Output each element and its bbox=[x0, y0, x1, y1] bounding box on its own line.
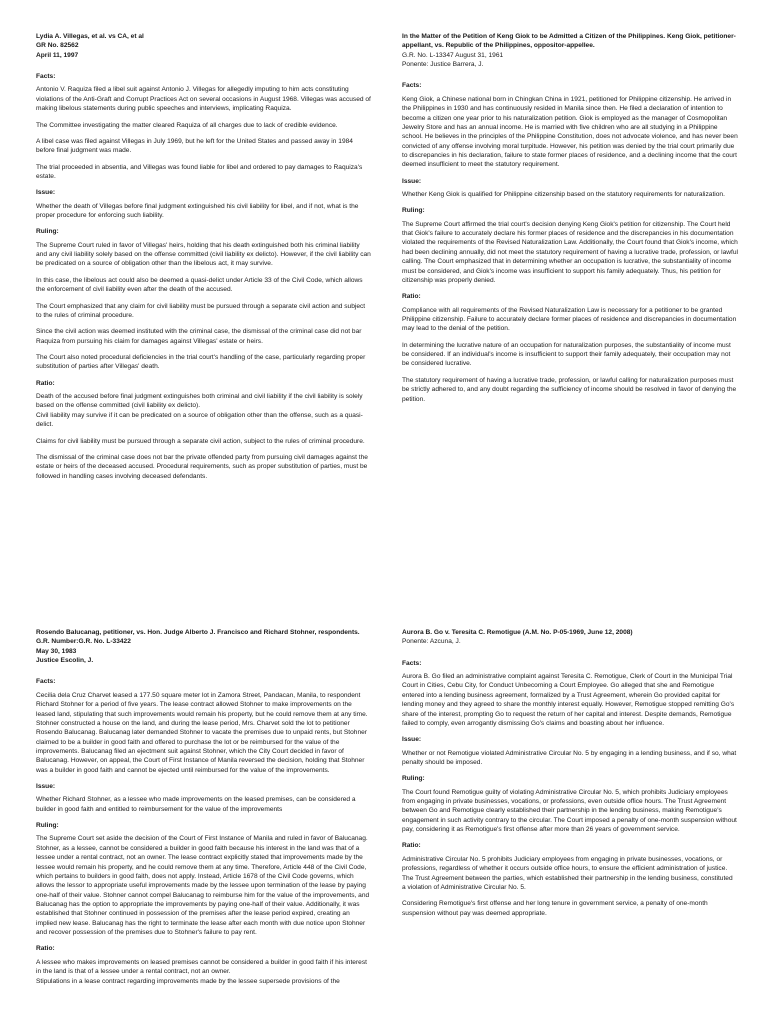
section-heading: Facts: bbox=[402, 82, 422, 90]
case-citation-line: GR No. 82562 bbox=[36, 42, 79, 50]
section-paragraph: The Supreme Court ruled in favor of Villegas' heirs, holding that his death extinguished both his criminal liability and any civil liability solely based on the offense committed (civil liability ex delicto). However, if the civil liability can be predicated on a source of obligation other than the libelous act, it may survive. bbox=[36, 241, 371, 268]
case-header bbox=[36, 32, 372, 60]
section-paragraph: The trial proceeded in absentia, and Villegas was found liable for libel and ordered to pay damages to Raquiza's estate. bbox=[36, 163, 363, 180]
case-citation-line: May 30, 1983 bbox=[36, 647, 77, 655]
section-heading: Issue: bbox=[402, 177, 422, 185]
section-paragraph: In this case, the libelous act could also be deemed a quasi-delict under Article 33 of the Civil Code, which allows the enforcement of civil liability even after the death of the accused. bbox=[36, 276, 363, 294]
section-heading: Ratio: bbox=[36, 945, 55, 953]
section-paragraph: The Court also noted procedural deficiencies in the trial court's handling of the case, particularly regarding proper substitution of parties after Villegas' death. bbox=[36, 353, 366, 371]
case-citation-line: G.R. Number:G.R. No. L-33422 bbox=[36, 638, 131, 646]
case-title: Rosendo Balucanag, petitioner, vs. Hon. Judge Alberto J. Francisco and Richard Stohner, respondents. bbox=[36, 629, 360, 636]
section-heading: Facts: bbox=[36, 678, 56, 686]
case-digest-keng-giok bbox=[402, 32, 738, 592]
section-paragraph: Keng Giok, a Chinese national born in Chingkan China in 1921, petitioned for Philippine citizenship. He arrived in the Philippines in 1930 and has continuously resided in Manila since then. He filed a declaration of intention to become a citizen one year prior to his naturalization petition. Giok is employed as the manager of Cosmopolitan Jewelry Store and has an annual income. He is married with five children who are all studying in a Philippine school. He believes in the principles of the Philippine Constitution, does not advocate violence, and has never been convicted of any offense involving moral turpitude. However, his petition was denied by the trial court primarily due to discrepancies in his declaration, failure to state former places of residence, and a declining income that the court deemed insufficient to meet the statutory requirement. bbox=[402, 95, 738, 169]
section-paragraph: Stipulations in a lease contract regarding improvements made by the lessee supersede provisions of the bbox=[36, 977, 340, 985]
section-heading: Facts: bbox=[36, 73, 56, 81]
case-header bbox=[36, 628, 372, 665]
section-heading: Ruling: bbox=[36, 822, 59, 830]
section-paragraph: Since the civil action was deemed instituted with the criminal case, the dismissal of the criminal case did not bar Raquiza from pursuing his claim for damages against Villegas' estate or heirs. bbox=[36, 328, 362, 345]
section-heading: Ruling: bbox=[36, 228, 59, 236]
section-paragraph: Whether Richard Stohner, as a lessee who made improvements on the leased premises, can be considered a builder in good faith and entitled to reimbursement for the value of the improvements bbox=[36, 796, 356, 813]
section-paragraph: The dismissal of the criminal case does not bar the private offended party from pursuing civil damages against the estate or heirs of the deceased accused. Procedural requirements, such as proper substitution of parties, must be followed in handling cases involving deceased defendants. bbox=[36, 453, 368, 480]
section-paragraph: The Supreme Court set aside the decision of the Court of First Instance of Manila and ruled in favor of Balucanag. Stohner, as a lessee, cannot be considered a builder in good faith because his interest in the land was that of a lessee under a rental contract, not an owner. The lease contract explicitly stated that improvements made by the lessee would remain his property, and he could remove them at any time. Therefore, Article 448 of the Civil Code, which pertains to builders in good faith, does not apply. Instead, Article 1678 of the Civil Code governs, which allows the lessor to appropriate useful improvements made by the lessee upon termination of the lease by paying one-half of their value. Stohner cannot compel Balucanag to reimburse him for the value of the improvements, and Balucanag has the option to appropriate the improvements by paying one-half of their value. Additionally, it was established that Stohner continued in possession of the premises after the lease period expired, creating an implied new lease. Balucanag has the right to terminate the lease after each month with due notice upon Stohner and recover possession of the premises due to Stohner's failure to pay rent. bbox=[36, 835, 370, 937]
section-paragraph: Whether Keng Giok is qualified for Philippine citizenship based on the statutory requirements for naturalization. bbox=[402, 191, 725, 199]
section-paragraph: Compliance with all requirements of the Revised Naturalization Law is necessary for a petitioner to be granted Philippine citizenship. Failure to accurately declare former places of residence and discrepancies in documentation may lead to the denial of the petition. bbox=[402, 306, 737, 333]
section-paragraph: The statutory requirement of having a lucrative trade, profession, or lawful calling for naturalization purposes must be strictly adhered to, and any doubt regarding the sufficiency of income should be resolved in favor of denying the petition. bbox=[402, 376, 737, 403]
case-citation-line: G.R. No. L-13347 August 31, 1961 bbox=[402, 51, 504, 59]
case-citation-line: April 11, 1997 bbox=[36, 51, 79, 59]
section-paragraph: Death of the accused before final judgment extinguishes both criminal and civil liability if the civil liability is solely based on the offense committed (civil liability ex delicto). bbox=[36, 393, 363, 410]
case-title: In the Matter of the Petition of Keng Giok to be Admitted a Citizen of the Philippines. Keng Giok, petitioner-appellant, vs. Republic of the Philippines, oppositor-appellee. bbox=[402, 33, 736, 50]
section-paragraph: Civil liability may survive if it can be predicated on a source of obligation other than the offense, such as a quasi-delict. bbox=[36, 411, 363, 429]
section-paragraph: In determining the lucrative nature of an occupation for naturalization purposes, the substantiality of income must be considered. If an individual's income is insufficient to support their family adequately, their occupation may not be considered lucrative. bbox=[402, 341, 731, 368]
section-heading: Ruling: bbox=[402, 775, 425, 783]
section-paragraph: Claims for civil liability must be pursued through a separate civil action, subject to the rules of criminal procedure. bbox=[36, 437, 365, 445]
section-paragraph: Administrative Circular No. 5 prohibits Judiciary employees from engaging in private businesses, vocations, or professions, regardless of whether it occurs outside office hours, to ensure the efficient administration of justice. bbox=[402, 855, 728, 873]
section-heading: Issue: bbox=[36, 189, 56, 197]
section-heading: Ratio: bbox=[36, 379, 55, 387]
section-heading: Facts: bbox=[402, 659, 422, 667]
case-digest-villegas bbox=[36, 32, 372, 592]
section-heading: Ratio: bbox=[402, 293, 421, 301]
section-heading: Issue: bbox=[36, 783, 56, 791]
section-paragraph: Aurora B. Go filed an administrative complaint against Teresita C. Remotigue, Clerk of Court in the Municipal Trial Court in Cities, Cebu City, for Conduct Unbecoming a Court Employee. Go alleged that she and Remotigue entered into a lending business agreement, formalized by a Trust Agreement, wherein Go provided capital for lending money and they agreed to share the monthly interest equally. However, Remotigue stopped remitting Go's share of the interest, prompting Go to request the return of her capital and interest. Despite demands, Remotigue failed to comply, even arrogantly dismissing Go's claims and boasting about her influence. bbox=[402, 673, 735, 727]
case-citation-line: Justice Escolin, J. bbox=[36, 657, 94, 665]
case-title: Lydia A. Villegas, et al. vs CA, et al bbox=[36, 33, 144, 40]
case-citation-line: Ponente: Azcuna, J. bbox=[402, 638, 461, 646]
case-header bbox=[402, 628, 738, 647]
case-digest-balucanag bbox=[36, 628, 372, 1024]
section-paragraph: The Supreme Court affirmed the trial court's decision denying Keng Giok's petition for citizenship. The Court held that Giok's failure to accurately declare his former places of residence and the discrepancies in his documentation violated the requirements of the Revised Naturalization Law. Additionally, the Court found that Giok's income, which had been declining annually, did not meet the statutory requirement of having a lucrative trade, profession, or lawful calling. The Court emphasized that in determining whether an occupation is lucrative, the substantiality of income must be considered, and Giok's income was insufficient to support his family adequately. Thus, his petition for citizenship was properly denied. bbox=[402, 220, 738, 284]
section-paragraph: Whether or not Remotigue violated Administrative Circular No. 5 by engaging in a lending business, and if so, what penalty should be imposed. bbox=[402, 749, 737, 766]
section-paragraph: Cecilia dela Cruz Charvet leased a 177.50 square meter lot in Zamora Street, Pandacan, Manila, to respondent Richard Stohner for a period of five years. The lease contract allowed Stohner to make improvements on the leased land, stipulating that such improvements would remain his property, but he could remove them at any time. Stohner constructed a house on the land, and during the lease period, Mrs. Charvet sold the lot to petitioner Rosendo Balucanag. Balucanag later demanded Stohner to vacate the premises due to unpaid rents, but Stohner claimed to be a builder in good faith and offered to purchase the lot or be reimbursed for the value of the improvements. Balucanag filed an ejectment suit against Stohner, which the City Court decided in favor of Balucanag. However, on appeal, the Court of First Instance of Manila reversed the decision, holding that Stohner was a builder in good faith and cannot be ejected until reimbursed for the value of the improvements. bbox=[36, 691, 368, 774]
section-heading: Ruling: bbox=[402, 207, 425, 215]
section-heading: Issue: bbox=[402, 736, 422, 744]
section-paragraph: The Committee investigating the matter cleared Raquiza of all charges due to lack of credible evidence. bbox=[36, 121, 338, 129]
section-paragraph: Considering Remotigue's first offense and her long tenure in government service, a penalty of one-month suspension without pay was deemed appropriate. bbox=[402, 900, 708, 917]
section-paragraph: The Trust Agreement between the parties, which established their partnership in the lending business, constituted a violation of Administrative Circular No. 5. bbox=[402, 874, 733, 891]
section-paragraph: A libel case was filed against Villegas in July 1969, but he left for the United States and passed away in 1984 before final judgment was made. bbox=[36, 137, 353, 155]
case-citation-line: Ponente: Justice Barrera, J. bbox=[402, 61, 484, 69]
section-paragraph: Whether the death of Villegas before final judgment extinguished his civil liability for libel, and if not, what is the proper procedure for enforcing such liability. bbox=[36, 202, 359, 220]
case-header bbox=[402, 32, 738, 69]
section-paragraph: The Court emphasized that any claim for civil liability must be pursued through a separate civil action and subject to the rules of criminal procedure. bbox=[36, 302, 366, 319]
section-paragraph: A lessee who makes improvements on leased premises cannot be considered a builder in good faith if his interest in the land is that of a lessee under a rental contract, not an owner. bbox=[36, 958, 367, 976]
section-paragraph: The Court found Remotigue guilty of violating Administrative Circular No. 5, which prohibits Judiciary employees from engaging in private businesses, vocations, or professions, even outside office hours. The Trust Agreement between Go and Remotigue clearly established their partnership in the lending business, making Remotigue's engagement in such activity contrary to the circular. The Court imposed a penalty of one-month suspension without pay, considering it as Remotigue's first offense after more than 26 years of government service. bbox=[402, 788, 737, 834]
case-digest-go-remotigue bbox=[402, 628, 738, 1024]
section-paragraph: Antonio V. Raquiza filed a libel suit against Antonio J. Villegas for allegedly imputing to him acts constituting violations of the Anti-Graft and Corrupt Practices Act on several occasions in August 1968. Villegas was accused of making libelous statements during public speeches and interviews, implicating Raquiza. bbox=[36, 86, 371, 113]
section-heading: Ratio: bbox=[402, 842, 421, 850]
case-title: Aurora B. Go v. Teresita C. Remotigue (A.M. No. P-05-1969, June 12, 2008) bbox=[402, 629, 633, 636]
